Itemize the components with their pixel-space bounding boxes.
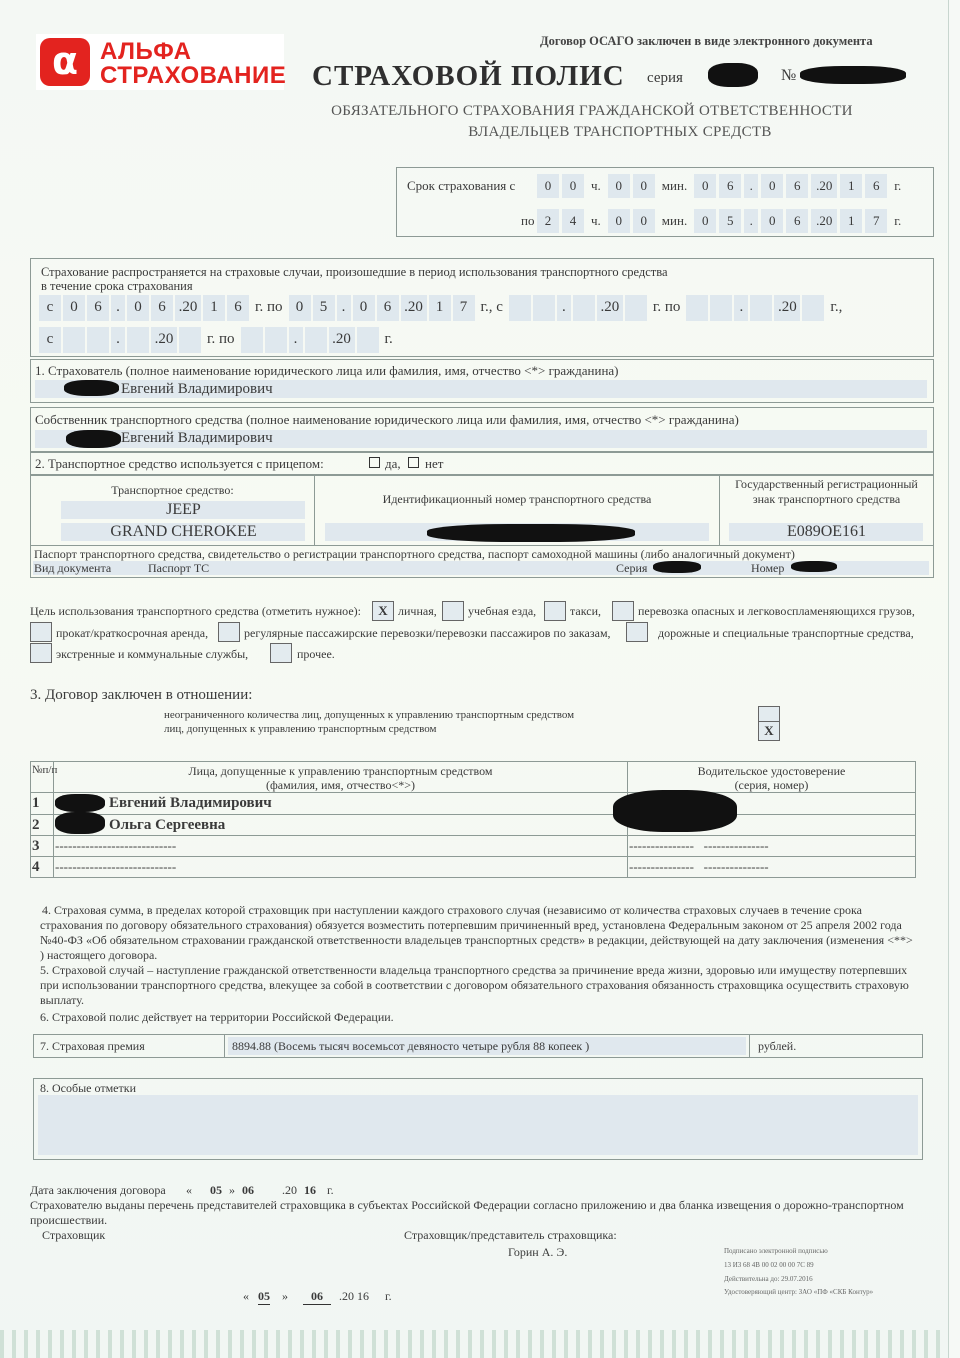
period-box [30, 258, 934, 357]
term-from-cell: 1 [840, 174, 862, 198]
period-row1-cell: . [734, 295, 748, 321]
period-row2-cell: .20 [329, 327, 355, 353]
period-row1-cell [625, 295, 647, 321]
doc-series-label: Серия [616, 561, 648, 575]
policyholder-value: Евгений Владимирович [121, 381, 273, 397]
notes-field [38, 1095, 918, 1155]
period-row2-cell: г. по [207, 331, 235, 347]
term-from-cell: . [744, 174, 758, 198]
period-row1-cell: г. по [652, 299, 681, 315]
clause-6: 6. Страховой полис действует на территории Российской Федерации. [40, 1010, 394, 1024]
contract-opt-listed: лиц, допущенных к управлению транспортным средством [164, 723, 437, 735]
premium-label: 7. Страховая премия [40, 1039, 145, 1053]
driver-row-4-num: 4 [32, 859, 40, 875]
term-from-cell: 6 [865, 174, 887, 198]
purpose-rental-checkbox[interactable] [30, 622, 52, 642]
premium-value: 8894.88 (Восемь тысяч восемьсот девяносто четыре рубля 88 копеек ) [232, 1039, 590, 1053]
redacted-licenses [613, 790, 737, 832]
representative-label: Страховщик/представитель страховщика: [404, 1228, 617, 1242]
clause-4: 4. Страховая сумма, в пределах которой страховщик при наступлении каждого страхового случая (независимо от количества страховых случаев в течение срока страхования по договору обязательного страхования) обязуется возместить потерпевшим причиненный вред, установлена Федеральным законом от 25 апреля 2002 года №40-ФЗ «Об обязательном страховании гражданской ответственности владельцев транспортных средств» в редакции, действующей на дату заключения (изменения <**> ) настоящего договора. [40, 903, 913, 962]
vehicle-plate: Е089ОЕ161 [786, 523, 867, 540]
sign-date-quote-open: « [243, 1289, 249, 1303]
term-to-cell: 4 [562, 209, 584, 233]
term-from-cell: 6 [786, 174, 808, 198]
term-to-cell: 0 [694, 209, 716, 233]
premium-row [33, 1034, 923, 1058]
contract-date-day: 05 [210, 1183, 222, 1197]
period-row1-cell: . [111, 295, 125, 321]
vehicle-col3-header1: Государственный регистрационный [735, 477, 918, 491]
period-row1-cell: с [39, 295, 61, 321]
term-to-cell: . [744, 209, 758, 233]
notes-box [33, 1078, 923, 1160]
term-to-cell: 0 [633, 209, 655, 233]
doc-type-value: Паспорт ТС [148, 561, 210, 575]
owner-label: Собственник транспортного средства (полное наименование юридического лица или фамилия, имя, отчество <*> гражданина) [35, 412, 739, 427]
term-box [396, 167, 934, 237]
contract-label: 3. Договор заключен в отношении: [30, 687, 253, 703]
period-row1-cell: 0 [63, 295, 85, 321]
vehicle-col2-header: Идентификационный номер транспортного средства [382, 492, 652, 506]
drivers-col-num: №п/п [32, 764, 58, 776]
period-row1-cell [710, 295, 732, 321]
series-label: серия [647, 70, 683, 86]
sign-date-month: 06 [303, 1289, 331, 1305]
purpose-emergency-checkbox[interactable] [30, 643, 52, 663]
vehicle-col1-header: Транспортное средство: [111, 483, 234, 497]
driver-row-3-lic: --------------- --------------- [629, 838, 769, 853]
term-to-label: по [521, 213, 535, 228]
logo-text-line2: СТРАХОВАНИЕ [100, 62, 287, 89]
period-row1-cell: г. по [255, 299, 283, 315]
doc-type-label: Вид документа [34, 561, 112, 575]
period-row1-cell: 0 [289, 295, 311, 321]
drivers-col-name1: Лица, допущенные к управлению транспортным средством [188, 764, 493, 778]
term-to-cell: 6 [786, 209, 808, 233]
term-from-cell: 0 [694, 174, 716, 198]
policyholder-box [30, 359, 934, 403]
vehicle-table [30, 474, 934, 578]
purpose-training-checkbox[interactable] [442, 601, 464, 621]
decorative-border-bottom [0, 1330, 948, 1358]
number-label: № [781, 67, 797, 84]
sign-date-day: 05 [258, 1289, 270, 1303]
drivers-col-lic1: Водительское удостоверение [697, 764, 846, 778]
term-from-cell: 0 [761, 174, 783, 198]
redacted-vin [427, 524, 635, 542]
period-row-1 [39, 295, 925, 321]
sign-date-quote-close: » [282, 1289, 288, 1303]
period-row2-cell [63, 327, 85, 353]
purpose-taxi-label: такси, [570, 604, 601, 618]
purpose-special-label: дорожные и специальные транспортные средства, [658, 626, 914, 640]
insurer-label: Страховщик [42, 1228, 106, 1242]
term-to-cell: 1 [840, 209, 862, 233]
purpose-taxi-checkbox[interactable] [544, 601, 566, 621]
term-from-cell: 0 [608, 174, 630, 198]
term-to-cell: 0 [761, 209, 783, 233]
period-row1-cell [533, 295, 555, 321]
period-row2-cell [241, 327, 263, 353]
trailer-label: 2. Транспортное средство используется с прицепом: [35, 456, 324, 471]
trailer-no-checkbox[interactable] [408, 457, 419, 468]
redacted-number [800, 66, 906, 84]
driver-row-3-num: 3 [32, 838, 40, 854]
driver-row-1-name: Евгений Владимирович [109, 795, 272, 811]
policyholder-label: 1. Страхователь (полное наименование юридического лица или фамилия, имя, отчество <*> гражданина) [35, 363, 619, 378]
redacted-owner-surname [66, 430, 121, 448]
premium-unit: рублей. [758, 1039, 797, 1053]
alfa-logo-icon: α [40, 38, 90, 86]
electronic-note: Договор ОСАГО заключен в виде электронного документа [540, 34, 873, 48]
clause-5: 5. Страховой случай – наступление гражданской ответственности владельца транспортного средства за причинение вреда жизни, здоровью или имуществу потерпевших при использовании транспортного средства, влекущее за собой в соответствии с договором обязательного страхования обязанность страховщика осуществить страховую выплату. [40, 963, 909, 1007]
contract-listed-checkbox[interactable]: X [758, 721, 780, 741]
doc-number-label: Номер [751, 561, 785, 575]
purpose-label: Цель использования транспортного средства (отметить нужное): [30, 604, 361, 618]
redacted-driver1-surname [55, 794, 105, 812]
purpose-emergency-label: экстренные и коммунальные службы, [56, 647, 249, 661]
purpose-dangerous-checkbox[interactable] [612, 601, 634, 621]
term-to-cell: 0 [608, 209, 630, 233]
contract-date-month: 06 [242, 1183, 254, 1197]
period-row1-cell: 0 [127, 295, 149, 321]
purpose-passenger-checkbox[interactable] [218, 622, 240, 642]
purpose-other-label: прочее. [297, 647, 335, 661]
term-from-cell: 0 [537, 174, 559, 198]
period-row2-cell [127, 327, 149, 353]
driver-row-1-num: 1 [32, 795, 40, 811]
contract-date-suffix: г. [327, 1183, 334, 1197]
purpose-rental-label: прокат/краткосрочная аренда, [56, 626, 209, 640]
driver-row-2-num: 2 [32, 817, 40, 833]
drivers-table [30, 761, 916, 878]
period-row1-cell: 1 [429, 295, 451, 321]
period-row1-cell: 1 [203, 295, 225, 321]
period-row1-cell: 6 [151, 295, 173, 321]
term-from-digits [537, 174, 905, 198]
redacted-series [708, 63, 758, 87]
contract-date-quote-close: » [229, 1183, 235, 1197]
trailer-row [30, 451, 934, 476]
contract-date-quote-open: « [186, 1183, 192, 1197]
purpose-personal-label: личная, [398, 604, 437, 618]
period-row1-cell: г., с [480, 299, 503, 315]
esign-line4: Удостоверяющий центр: ЗАО «ПФ «СКБ Контур» [724, 1288, 874, 1296]
term-from-label: Срок страхования с [407, 178, 516, 193]
sign-date-year: .20 16 [339, 1289, 369, 1303]
period-intro: Страхование распространяется на страховые случаи, произошедшие в период использования транспортного средства [41, 265, 668, 279]
period-row1-cell [509, 295, 531, 321]
period-row2-cell: .20 [151, 327, 177, 353]
subtitle-line1: ОБЯЗАТЕЛЬНОГО СТРАХОВАНИЯ ГРАЖДАНСКОЙ ОТВЕТСТВЕННОСТИ [331, 103, 853, 119]
period-row1-cell: 5 [313, 295, 335, 321]
driver-row-4-lic: --------------- --------------- [629, 859, 769, 874]
period-row1-cell [750, 295, 772, 321]
period-row2-cell [357, 327, 379, 353]
period-row2-cell [87, 327, 109, 353]
purpose-other-checkbox[interactable] [270, 643, 292, 663]
term-to-cell: 7 [865, 209, 887, 233]
period-row1-cell [573, 295, 595, 321]
vehicle-col3-header2: знак транспортного средства [752, 492, 901, 506]
vehicle-model: GRAND CHEROKEE [110, 523, 257, 540]
period-row1-cell: 0 [353, 295, 375, 321]
period-row2-cell [265, 327, 287, 353]
term-to-cell: 5 [719, 209, 741, 233]
period-row1-cell: . [557, 295, 571, 321]
esign-line2: 13 И3 68 4В 00 02 00 00 7С 89 [724, 1261, 814, 1269]
driver-row-3-name: ---------------------------- [55, 838, 177, 853]
period-row2-cell [179, 327, 201, 353]
representative-name: Горин А. Э. [508, 1245, 568, 1259]
term-from-cell: ч. [591, 178, 601, 193]
period-row1-cell [802, 295, 824, 321]
redacted-surname [64, 380, 119, 396]
contract-date-label: Дата заключения договора [30, 1183, 166, 1197]
purpose-special-checkbox[interactable] [626, 622, 648, 642]
contract-date-year-prefix: .20 [282, 1183, 297, 1197]
period-row1-cell: 6 [227, 295, 249, 321]
period-row2-cell: г. [384, 331, 393, 347]
term-from-cell: 0 [562, 174, 584, 198]
period-row1-cell: 7 [453, 295, 475, 321]
term-from-cell: 0 [633, 174, 655, 198]
period-intro2: в течение срока страхования [41, 279, 193, 293]
drivers-col-lic2: (серия, номер) [734, 778, 809, 792]
documents-given-note: Страхователю выданы перечень представителей страховщика в субъектах Российской Федерации согласно приложению и два бланка извещения о дорожно-транспортном происшествии. [30, 1198, 904, 1227]
period-row1-cell: .20 [774, 295, 800, 321]
subtitle-line2: ВЛАДЕЛЬЦЕВ ТРАНСПОРТНЫХ СРЕДСТВ [468, 124, 772, 140]
redacted-doc-series [653, 561, 701, 573]
purpose-training-label: учебная езда, [468, 604, 537, 618]
owner-box [30, 407, 934, 453]
page-title: СТРАХОВОЙ ПОЛИС [312, 60, 625, 92]
purpose-passenger-label: регулярные пассажирские перевозки/перевозки пассажиров по заказам, [244, 626, 611, 640]
period-row1-cell: .20 [175, 295, 201, 321]
period-row2-cell [305, 327, 327, 353]
driver-row-4-name: ---------------------------- [55, 859, 177, 874]
period-row1-cell: .20 [401, 295, 427, 321]
term-from-cell: г. [894, 178, 902, 193]
vehicle-passport-label: Паспорт транспортного средства, свидетельство о регистрации транспортного средства, паспорт самоходной машины (либо аналогичный документ) [34, 547, 795, 561]
contract-unlimited-checkbox[interactable] [758, 706, 780, 722]
trailer-no-label: нет [425, 456, 444, 471]
term-from-cell: 6 [719, 174, 741, 198]
esign-line1: Подписано электронной подписью [724, 1247, 828, 1255]
sign-date-suffix: г. [385, 1289, 392, 1303]
vehicle-make: JEEP [166, 501, 201, 518]
purpose-dangerous-label: перевозка опасных и легковоспламеняющихся грузов, [638, 604, 915, 618]
period-row1-cell: 6 [87, 295, 109, 321]
contract-date-year: 16 [304, 1183, 316, 1197]
period-row1-cell: г., [830, 299, 843, 315]
trailer-yes-label: да, [385, 456, 401, 471]
term-to-cell: г. [894, 213, 902, 228]
term-to-cell: 2 [537, 209, 559, 233]
term-to-cell: ч. [591, 213, 601, 228]
period-row1-cell: . [337, 295, 351, 321]
period-row1-cell [686, 295, 708, 321]
period-row1-cell: 6 [377, 295, 399, 321]
trailer-yes-checkbox[interactable] [369, 457, 380, 468]
esign-line3: Действительна до: 29.07.2016 [724, 1275, 813, 1283]
drivers-col-name2: (фамилия, имя, отчество<*>) [265, 778, 415, 792]
period-row-2 [39, 327, 509, 353]
term-to-cell: .20 [811, 209, 837, 233]
contract-opt-unlimited: неограниченного количества лиц, допущенных к управлению транспортным средством [164, 709, 575, 721]
term-to-digits [537, 209, 905, 233]
term-from-cell: .20 [811, 174, 837, 198]
redacted-doc-number [791, 561, 837, 572]
driver-row-2-name: Ольга Сергеевна [109, 817, 226, 833]
period-row1-cell: .20 [597, 295, 623, 321]
purpose-personal-checkbox[interactable]: X [372, 601, 394, 621]
period-row2-cell: . [111, 327, 125, 353]
period-row2-cell: с [39, 327, 61, 353]
owner-value: Евгений Владимирович [121, 430, 273, 446]
notes-label: 8. Особые отметки [40, 1081, 136, 1095]
logo-text-line1: АЛЬФА [100, 38, 192, 65]
period-row2-cell: . [289, 327, 303, 353]
term-from-cell: мин. [661, 178, 688, 193]
term-to-cell: мин. [661, 213, 688, 228]
redacted-driver2-surname [55, 812, 105, 834]
